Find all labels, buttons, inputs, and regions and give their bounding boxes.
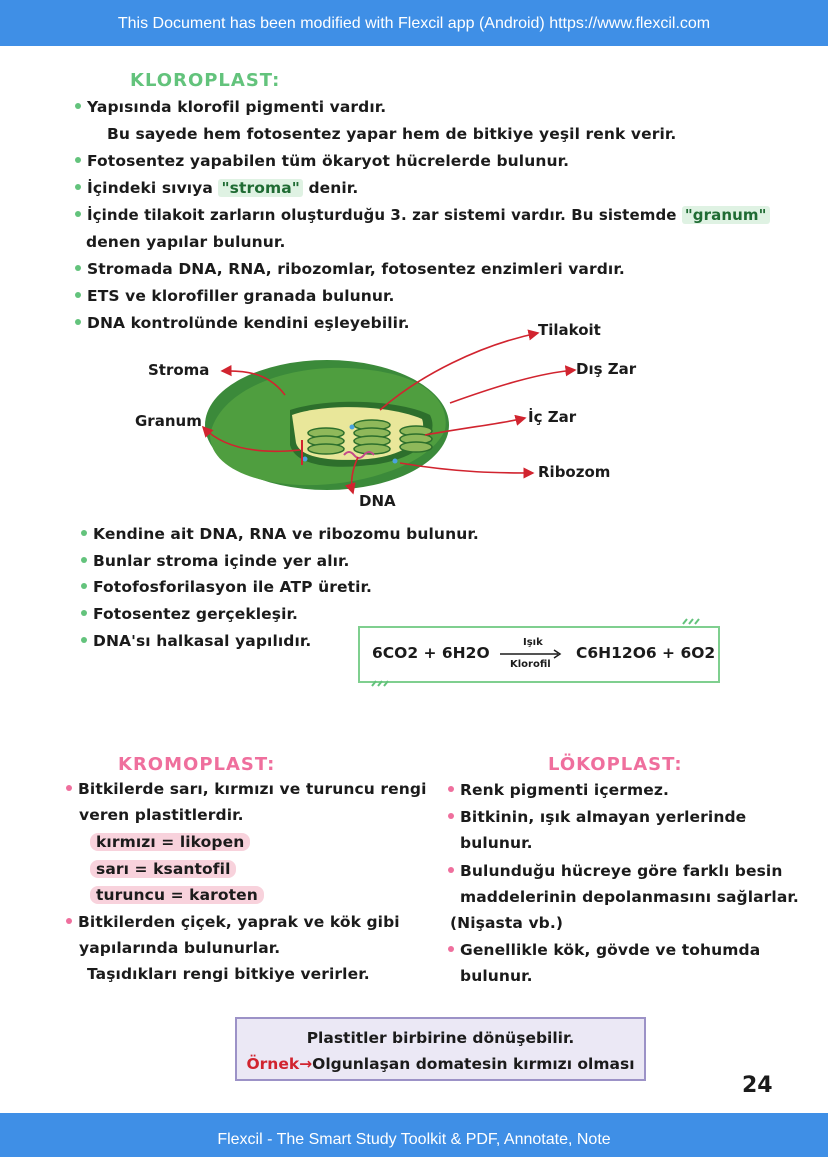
kloroplast-bullet-1: Yapısında klorofil pigmenti vardır.	[75, 98, 386, 116]
example-text: Olgunlaşan domatesin kırmızı olması	[312, 1055, 635, 1073]
kromoplast-bullet-1: Bitkilerde sarı, kırmızı ve turuncu rengi	[66, 780, 427, 798]
bullet-dot-icon	[81, 583, 87, 589]
feature-item-5: DNA'sı halkasal yapılıdır.	[81, 632, 311, 650]
lokoplast-bullet-3-note: (Nişasta vb.)	[450, 914, 564, 932]
pigment-karoten: turuncu = karoten	[90, 886, 264, 904]
bullet-dot-icon	[75, 103, 81, 109]
note-line-1: Plastitler birbirine dönüşebilir.	[306, 1029, 575, 1047]
bullet-dot-icon	[66, 918, 72, 924]
lokoplast-bullet-3: Bulunduğu hücreye göre farklı besin	[448, 862, 782, 880]
formula-reactants: 6CO2 + 6H2O	[372, 644, 490, 662]
formula-condition-chlorophyll: Klorofil	[510, 659, 551, 670]
example-label: Örnek→	[246, 1055, 313, 1073]
bullet-dot-icon	[75, 319, 81, 325]
kloroplast-bullet-2: Fotosentez yapabilen tüm ökaryot hücrelerde bulunur.	[75, 152, 569, 170]
bullet-dot-icon	[81, 637, 87, 643]
plastid-note-box	[235, 1017, 646, 1081]
formula-products: C6H12O6 + 6O2	[576, 644, 716, 662]
kloroplast-bullet-5: Stromada DNA, RNA, ribozomlar, fotosentez enzimleri vardır.	[75, 260, 625, 278]
bullet-dot-icon	[66, 785, 72, 791]
granum-term: "granum"	[682, 206, 770, 224]
bullet-dot-icon	[448, 867, 454, 873]
bullet-dot-icon	[81, 557, 87, 563]
lokoplast-bullet-4-cont: bulunur.	[460, 967, 533, 985]
bullet-dot-icon	[81, 610, 87, 616]
kloroplast-bullet-4: İçinde tilakoit zarların oluşturduğu 3. zar sistemi vardır. Bu sistemde "granum"	[75, 206, 770, 224]
feature-item-2: Bunlar stroma içinde yer alır.	[81, 552, 350, 570]
formula-condition-light: Işık	[523, 637, 543, 648]
pigment-likopen: kırmızı = likopen	[90, 833, 250, 851]
kromoplast-bullet-1-cont: veren plastitlerdir.	[79, 806, 244, 824]
photosynthesis-formula-box	[358, 626, 720, 683]
lokoplast-bullet-1: Renk pigmenti içermez.	[448, 781, 669, 799]
bullet-dot-icon	[75, 157, 81, 163]
lokoplast-bullet-3-cont: maddelerinin depolanmasını sağlarlar.	[460, 888, 799, 906]
kloroplast-bullet-1-cont: Bu sayede hem fotosentez yapar hem de bitkiye yeşil renk verir.	[107, 125, 677, 143]
note-line-2	[237, 1051, 644, 1077]
kloroplast-bullet-4-cont: denen yapılar bulunur.	[86, 233, 286, 251]
kloroplast-bullet-6: ETS ve klorofiller granada bulunur.	[75, 287, 395, 305]
page-number: 24	[742, 1073, 773, 1098]
kromoplast-bullet-3: Taşıdıkları rengi bitkiye verirler.	[87, 965, 370, 983]
kromoplast-bullet-2: Bitkilerden çiçek, yaprak ve kök gibi	[66, 913, 400, 931]
ribozom-label: Ribozom	[538, 463, 611, 481]
feature-item-4: Fotosentez gerçekleşir.	[81, 605, 298, 623]
kloroplast-bullet-3: İçindeki sıvıya "stroma" denir.	[75, 179, 358, 197]
bullet-dot-icon	[81, 530, 87, 536]
lokoplast-heading: LÖKOPLAST:	[548, 754, 683, 775]
dis-zar-label: Dış Zar	[576, 360, 637, 378]
bullet-dot-icon	[75, 292, 81, 298]
ic-zar-label: İç Zar	[528, 408, 577, 426]
kromoplast-bullet-2-cont: yapılarında bulunurlar.	[79, 939, 281, 957]
lokoplast-bullet-2: Bitkinin, ışık almayan yerlerinde	[448, 808, 746, 826]
bullet-dot-icon	[75, 184, 81, 190]
granum-label: Granum	[135, 412, 202, 430]
feature-item-3: Fotofosforilasyon ile ATP üretir.	[81, 578, 372, 596]
bullet-dot-icon	[448, 786, 454, 792]
bullet-dot-icon	[75, 265, 81, 271]
dna-label: DNA	[359, 492, 396, 510]
stroma-label: Stroma	[148, 361, 210, 379]
bullet-dot-icon	[448, 946, 454, 952]
flexcil-header-banner[interactable]: This Document has been modified with Flexcil app (Android) https://www.flexcil.com	[0, 0, 828, 46]
feature-item-1: Kendine ait DNA, RNA ve ribozomu bulunur.	[81, 525, 479, 543]
tilakoit-label: Tilakoit	[538, 321, 601, 339]
bullet-dot-icon	[448, 813, 454, 819]
lokoplast-bullet-2-cont: bulunur.	[460, 834, 533, 852]
kloroplast-heading: KLOROPLAST:	[130, 70, 281, 91]
bullet-dot-icon	[75, 211, 81, 217]
lokoplast-bullet-4: Genellikle kök, gövde ve tohumda	[448, 941, 760, 959]
pigment-ksantofil: sarı = ksantofil	[90, 860, 236, 878]
stroma-term: "stroma"	[218, 179, 303, 197]
kromoplast-heading: KROMOPLAST:	[118, 754, 276, 775]
flexcil-footer-banner[interactable]: Flexcil - The Smart Study Toolkit & PDF, Annotate, Note	[0, 1113, 828, 1157]
kloroplast-bullet-7: DNA kontrolünde kendini eşleyebilir.	[75, 314, 410, 332]
chloroplast-diagram	[100, 315, 700, 520]
